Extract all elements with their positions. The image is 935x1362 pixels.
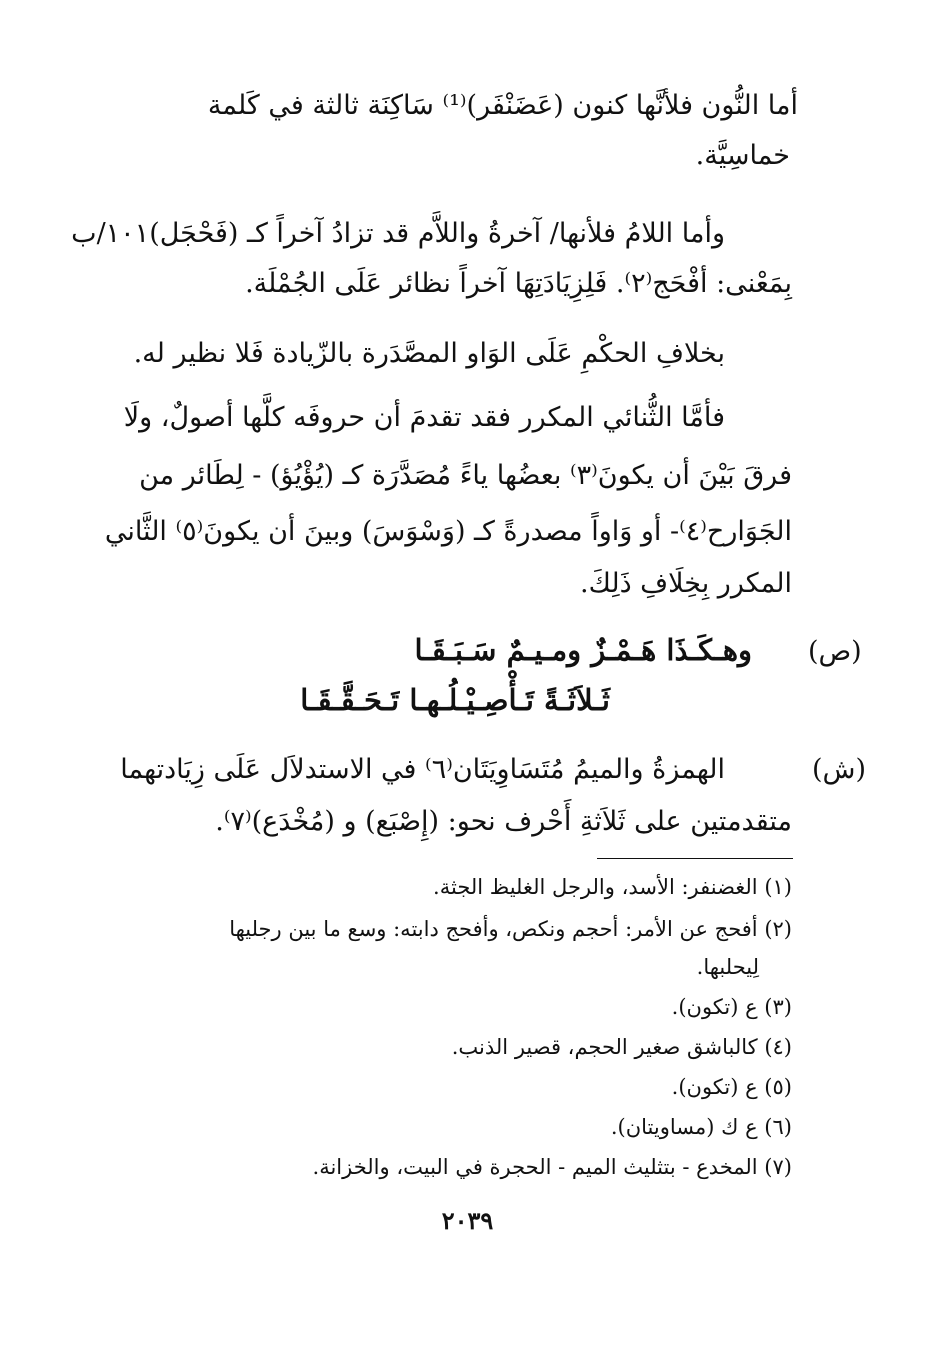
- commentary-label: (ش): [812, 754, 867, 785]
- body-line: وأما اللامُ فلأنها/ آخرةُ واللاَّم قد تزادُ آخراً كـ (فَحْجَل)١٠١/ب: [71, 218, 725, 249]
- footnote: (٢) أفحج عن الأمر: أحجم ونكص، وأفحج دابته: وسع ما بين رجليها: [229, 917, 792, 941]
- footnote: (٥) ع (تكون).: [671, 1075, 792, 1099]
- footnote: (٤) كالباشق صغير الحجم، قصير الذنب.: [451, 1035, 792, 1059]
- footnote: (٧) المخدع - بتثليث الميم - الحجرة في البيت، والخزانة.: [312, 1155, 792, 1179]
- body-line: أما النُّون فلأنَّها كنون (عَضَنْفَر)⁽¹⁾ سَاكِنَة ثالثة في كَلمة: [207, 90, 798, 121]
- footnote: (١) الغضنفر: الأسد، والرجل الغليظ الجثة.: [433, 875, 792, 899]
- commentary-line: متقدمتين على ثَلاَثةِ أَحْرف نحو: (إِصْبَع) و (مُخْدَع)⁽٧⁾.: [215, 806, 792, 837]
- verse-line: وهـكَـذَا هَـمْـزٌ ومـيـمٌ سَـبَـقَـا: [414, 633, 752, 667]
- footnote-separator: [597, 858, 793, 859]
- body-line: خماسِيَّة.: [695, 140, 790, 171]
- footnote: (٦) ع ك (مساويتان).: [610, 1115, 792, 1139]
- verse-line: ثَـلاَثَـةً تَـأْصِـيْـلُـهـا تَـحَـقَّـقَـا: [300, 683, 610, 717]
- footnote: لِيحلبها.: [696, 955, 759, 979]
- commentary-line: الهمزةُ والميمُ مُتَسَاوِيَتَان⁽٦⁾ في الاستدلاَل عَلَى زِيَادتهما: [120, 754, 725, 785]
- body-line: فرقَ بَيْنَ أن يكونَ⁽٣⁾ بعضُها ياءً مُصَدَّرَة كـ (يُؤْيُؤ) - لِطَائر من: [139, 460, 792, 491]
- body-line: بِمَعْنى: أفْحَج⁽٢⁾. فَلِزِيَادَتِهَا آخراً نظائر عَلَى الجُمْلَة.: [245, 268, 792, 299]
- verse-label: (ص): [808, 636, 862, 667]
- body-line: المكرر بِخِلَافِ ذَلِكَ.: [580, 568, 792, 599]
- page-number: ٢٠٣٩: [441, 1206, 494, 1235]
- body-line: فأمَّا الثُّنائي المكرر فقد تقدمَ أن حروفَه كلَّها أصولٌ، ولَا: [123, 402, 725, 433]
- footnote: (٣) ع (تكون).: [671, 995, 792, 1019]
- body-line: الجَوَارح⁽٤⁾- أو وَاواً مصدرةً كـ (وَسْوَسَ) وبينَ أن يكونَ⁽٥⁾ الثَّاني: [104, 516, 792, 547]
- body-line: بخلافِ الحكْمِ عَلَى الوَاو المصَّدَرة بالزّيادة فَلا نظير له.: [133, 338, 725, 369]
